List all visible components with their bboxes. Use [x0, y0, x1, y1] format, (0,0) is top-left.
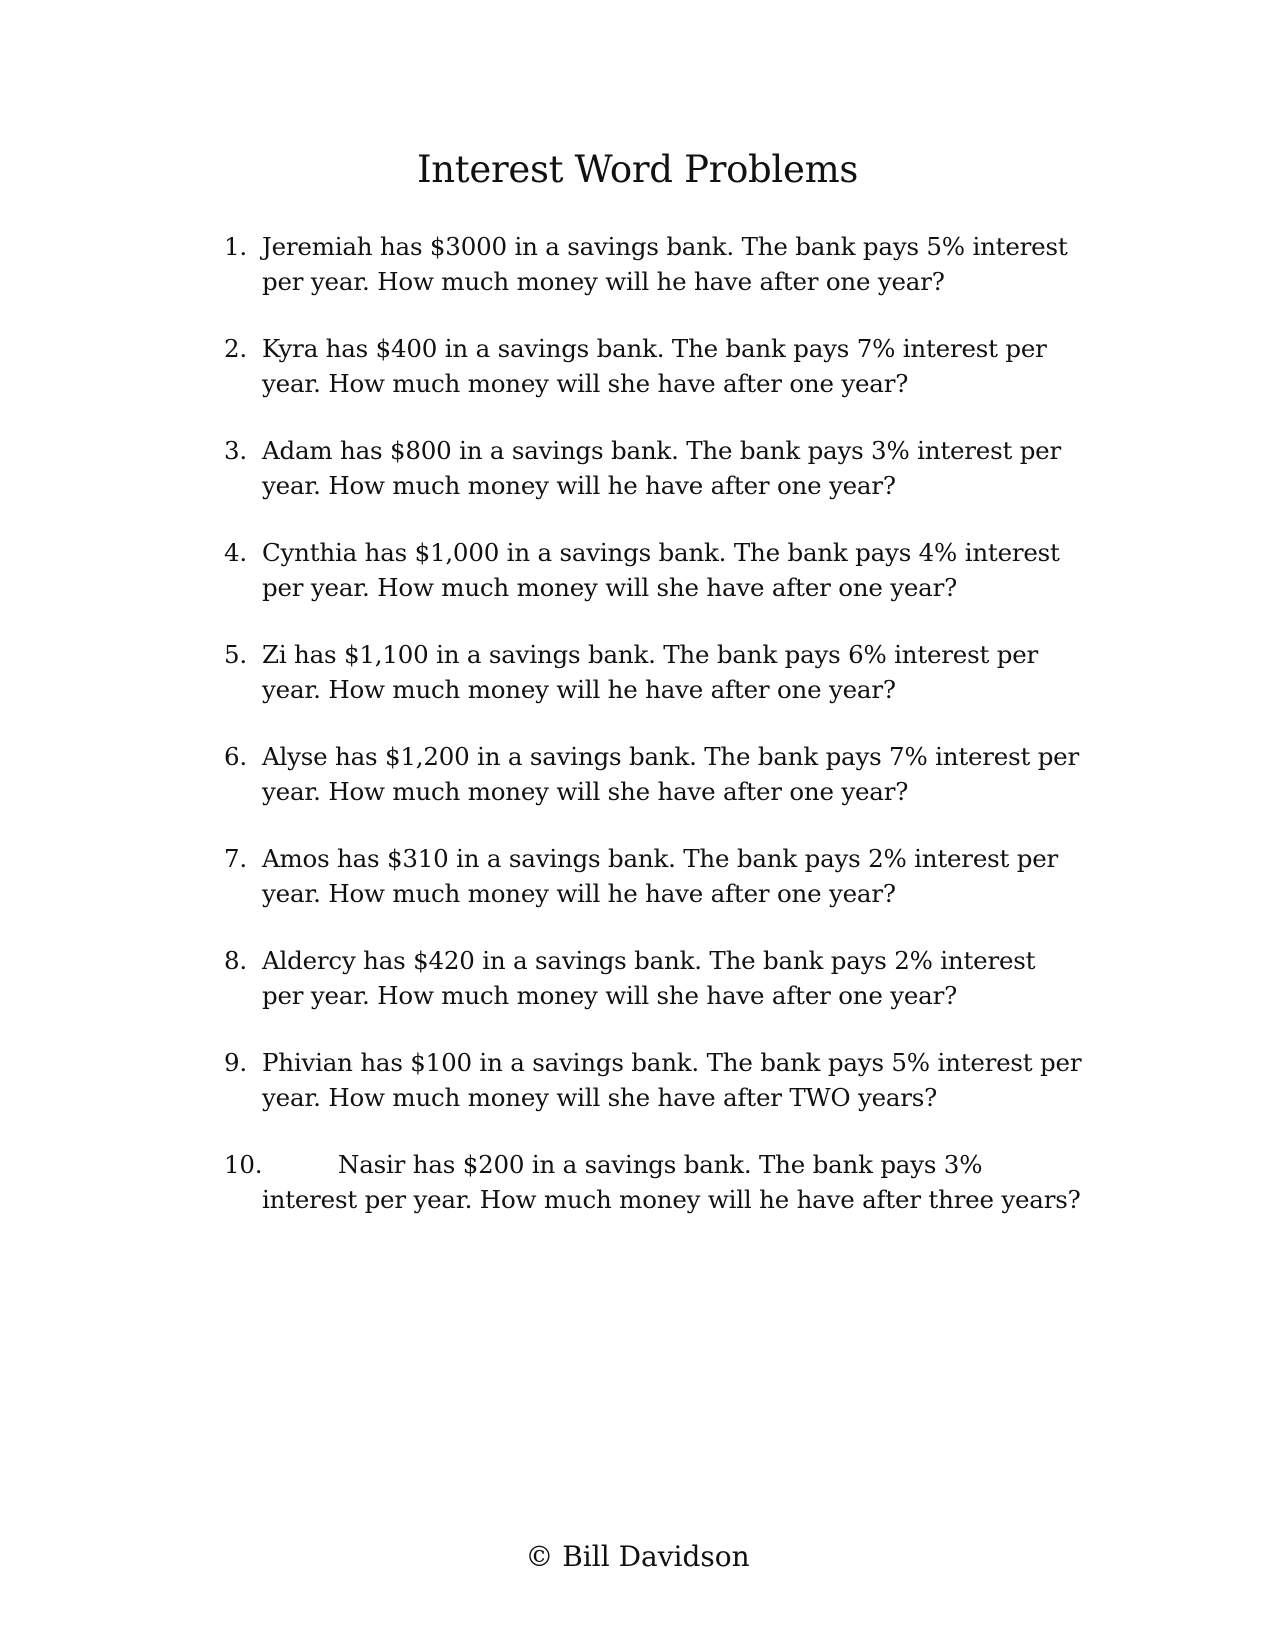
- problem-number: 2.: [224, 334, 247, 363]
- problem-text: Phivian has $100 in a savings bank. The bank pays 5% interest per year. How much money will she have after TWO years?: [262, 1048, 1082, 1112]
- problem-number: 5.: [224, 640, 247, 669]
- page-title: Interest Word Problems: [416, 148, 859, 191]
- problem-text: Aldercy has $420 in a savings bank. The bank pays 2% interest per year. How much money will she have after one year?: [262, 946, 1036, 1010]
- problem-number: 7.: [224, 844, 247, 873]
- problem-text: Cynthia has $1,000 in a savings bank. The bank pays 4% interest per year. How much money will she have after one year?: [262, 538, 1060, 602]
- problem-text: Zi has $1,100 in a savings bank. The bank pays 6% interest per year. How much money will he have after one year?: [262, 640, 1039, 704]
- problem-item: [224, 1147, 1084, 1217]
- problem-text: Adam has $800 in a savings bank. The bank pays 3% interest per year. How much money will he have after one year?: [262, 436, 1061, 500]
- problem-item: [224, 841, 1084, 911]
- problem-number: 1.: [224, 232, 247, 261]
- problem-text: Jeremiah has $3000 in a savings bank. The bank pays 5% interest per year. How much money will he have after one year?: [262, 232, 1068, 296]
- problem-text: Nasir has $200 in a savings bank. The bank pays 3% interest per year. How much money will he have after three years?: [262, 1150, 1081, 1214]
- problem-item: [224, 229, 1084, 299]
- problem-item: [224, 637, 1084, 707]
- problem-item: [224, 331, 1084, 401]
- problem-number: 9.: [224, 1048, 247, 1077]
- problem-number: 8.: [224, 946, 247, 975]
- problem-number: 10.: [224, 1150, 263, 1179]
- problem-item: [224, 535, 1084, 605]
- problem-text: Amos has $310 in a savings bank. The bank pays 2% interest per year. How much money will he have after one year?: [262, 844, 1059, 908]
- problem-text: Kyra has $400 in a savings bank. The bank pays 7% interest per year. How much money will she have after one year?: [262, 334, 1047, 398]
- problem-item: [224, 433, 1084, 503]
- problem-number: 4.: [224, 538, 247, 567]
- problem-item: [224, 1045, 1084, 1115]
- problem-item: [224, 739, 1084, 809]
- problem-number: 6.: [224, 742, 247, 771]
- problem-list: [224, 229, 1084, 1249]
- problem-number: 3.: [224, 436, 247, 465]
- problem-item: [224, 943, 1084, 1013]
- problem-text: Alyse has $1,200 in a savings bank. The bank pays 7% interest per year. How much money will she have after one year?: [262, 742, 1079, 806]
- copyright-footer: © Bill Davidson: [525, 1540, 750, 1573]
